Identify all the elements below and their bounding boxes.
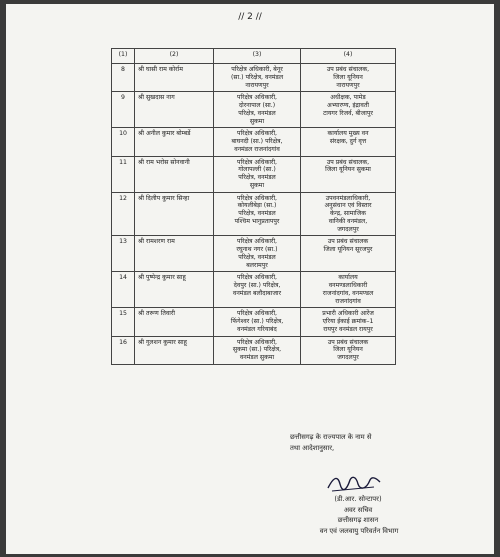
signature-block	[6, 494, 494, 536]
current-posting-line: परिक्षेत्र अधिकारी,	[236, 338, 278, 346]
new-posting-line: नारायणपुर	[336, 81, 360, 89]
new-posting-line: कार्यालय	[338, 274, 358, 282]
current-posting	[214, 272, 301, 308]
new-posting-line: जगदलपुर	[337, 225, 359, 233]
new-posting-line: अधीक्षक, पामेड	[330, 94, 366, 102]
new-posting	[301, 236, 396, 272]
signatory-government: छत्तीसगढ़ शासन	[337, 516, 379, 525]
current-posting-line: वनमंडल सुकमा	[239, 354, 275, 361]
current-posting-line: सुकमा	[249, 117, 265, 125]
table-body	[112, 64, 396, 365]
current-posting-line: (सा.) परिक्षेत्र, वनमंडल	[230, 73, 284, 81]
new-posting-line: उप प्रबंध संचालक,	[326, 158, 370, 166]
new-posting-line: रायपुर वनमंडल रायपुर	[323, 325, 373, 333]
table-row	[112, 92, 396, 128]
row-number: 10	[112, 128, 135, 156]
current-posting-line: फिंगेश्वर (सा.) परिक्षेत्र,	[230, 318, 284, 325]
new-posting-line: वनमण्डलाधिकारी	[328, 282, 368, 289]
officer-name: श्री तरूण तिवारी	[135, 308, 214, 336]
new-posting	[301, 64, 396, 92]
new-posting-line: केन्द्र, सामाजिक	[330, 210, 366, 217]
officer-name: श्री रामशरण राम	[135, 236, 214, 272]
new-posting	[301, 92, 396, 128]
current-posting-line: परिक्षेत्र अधिकारी,	[236, 130, 278, 138]
new-posting-line: उप प्रबंध संचालक,	[326, 66, 370, 73]
new-posting-line: एरिया ईकाई क्रमांक–1	[322, 318, 374, 325]
current-posting-line: परिक्षेत्र अधिकारी,	[236, 238, 278, 246]
new-posting-line: संरक्षक, दुर्ग वृत्त	[329, 138, 367, 145]
header-col-3: (3)	[214, 49, 301, 64]
current-posting	[214, 336, 301, 364]
row-number: 14	[112, 272, 135, 308]
current-posting-line: परिक्षेत्र अधिकारी, बेनूर	[231, 66, 283, 73]
row-number: 11	[112, 156, 135, 192]
new-posting	[301, 156, 396, 192]
new-posting-line: जिला यूनियन	[333, 73, 363, 81]
new-posting-line: अनुसंधान एवं विस्तार	[324, 202, 372, 210]
new-posting-line: कार्यालय मुख्य वन	[327, 130, 369, 138]
current-posting-line: परिक्षेत्र अधिकारी,	[236, 158, 278, 166]
current-posting-line: परिक्षेत्र अधिकारी,	[236, 194, 278, 202]
current-posting	[214, 156, 301, 192]
current-posting-line: वनमंडल गरियाबंद	[237, 325, 277, 333]
current-posting-line: सुकमा (सा.) परिक्षेत्र,	[232, 346, 282, 354]
current-posting-line: दोरनापाल (सा.)	[238, 102, 276, 109]
new-posting	[301, 308, 396, 336]
current-posting-line: देवपुर (सा.) परिक्षेत्र,	[233, 282, 281, 289]
header-col-2: (2)	[135, 49, 214, 64]
new-posting-line: टायगर रिजर्व, बीजापुर	[323, 109, 373, 117]
current-posting-line: कोयलीबेड़ा (सा.)	[237, 202, 277, 210]
new-posting	[301, 128, 396, 156]
current-posting-line: रघुनाथ नगर (सा.)	[236, 246, 278, 253]
new-posting-line: जगदलपुर	[337, 354, 359, 361]
closing-line: छत्तीसगढ़ के राज्यपाल के नाम से	[290, 433, 372, 441]
new-posting	[301, 272, 396, 308]
current-posting-line: बलरामपुर	[246, 261, 268, 269]
officer-name: श्री घासी राम कोर्राम	[135, 64, 214, 92]
new-posting	[301, 192, 396, 236]
officer-name: श्री अनील कुमार बोम्बर्डे	[135, 128, 214, 156]
current-posting	[214, 128, 301, 156]
table-header-row	[112, 49, 396, 64]
header-col-1: (1)	[112, 49, 135, 64]
row-number: 16	[112, 336, 135, 364]
current-posting-line: वनमंडल राजनांदगांव	[234, 145, 280, 153]
document-page	[6, 4, 494, 554]
current-posting-line: पश्चिम भानुप्रतापपुर	[234, 217, 280, 225]
table-row	[112, 308, 396, 336]
closing-text	[290, 432, 372, 454]
table-row	[112, 236, 396, 272]
new-posting-line: प्रभारी अधिकारी आरेंज	[322, 310, 374, 318]
table-row	[112, 272, 396, 308]
closing-line: तथा आदेशानुसार,	[290, 443, 335, 452]
new-posting-line: जिला यूनियन सूरजपुर	[323, 246, 373, 253]
new-posting-line: उप प्रबंध संचालक	[327, 238, 369, 246]
page-number: // 2 //	[238, 12, 262, 22]
table-row	[112, 128, 396, 156]
signatory-name: (डी.आर. सोन्टापर)	[334, 495, 382, 503]
current-posting-line: परिक्षेत्र, वनमंडल	[238, 253, 276, 261]
current-posting-line: बाघनदी (सा.) परिक्षेत्र,	[231, 138, 283, 145]
new-posting-line: उप प्रबंध संचालक	[327, 338, 369, 346]
table-row	[112, 336, 396, 364]
handwritten-signature	[324, 472, 384, 494]
row-number: 8	[112, 64, 135, 92]
new-posting-line: जिला यूनियन सुकमा	[325, 166, 371, 174]
current-posting-line: परिक्षेत्र अधिकारी,	[236, 310, 278, 318]
new-posting-line: राजनांदगांव, वनमण्डल	[322, 289, 374, 297]
new-posting-line: वानिकी वनमंडल,	[328, 217, 368, 225]
current-posting-line: गोलापल्ली (सा.)	[238, 166, 276, 174]
officer-name: श्री गुलशन कुमार साहू	[135, 336, 214, 364]
new-posting-line: जिला यूनियन	[333, 346, 363, 354]
row-number: 15	[112, 308, 135, 336]
transfer-table	[111, 48, 396, 365]
table-row	[112, 156, 396, 192]
officer-name: श्री राम भरोस सोनवानी	[135, 156, 214, 192]
table-row	[112, 64, 396, 92]
officer-name: श्री दिलीप कुमार सिन्हा	[135, 192, 214, 236]
officer-name: श्री सुखदास नाग	[135, 92, 214, 128]
current-posting-line: परिक्षेत्र अधिकारी,	[236, 94, 278, 102]
new-posting-line: अभ्यारण्य, इंद्रावती	[327, 102, 369, 109]
table-row	[112, 192, 396, 236]
row-number: 9	[112, 92, 135, 128]
current-posting-line: वनमंडल बलौदाबाजार	[232, 289, 282, 297]
new-posting-line: राजनांदगांव	[335, 297, 361, 305]
signatory-designation: अवर सचिव	[343, 505, 373, 514]
current-posting-line: परिक्षेत्र, वनमंडल	[238, 109, 276, 117]
current-posting-line: परिक्षेत्र, वनमंडल	[238, 210, 276, 217]
current-posting-line: परिक्षेत्र अधिकारी,	[236, 274, 278, 282]
current-posting-line: सुकमा	[249, 181, 265, 189]
current-posting-line: परिक्षेत्र, वनमंडल	[238, 174, 276, 181]
current-posting-line: नारायणपुर	[245, 81, 269, 89]
signatory-department: वन एवं जलवायु परिवर्तन विभाग	[319, 526, 399, 535]
officer-name: श्री पुष्पेन्द्र कुमार साहू	[135, 272, 214, 308]
current-posting	[214, 92, 301, 128]
current-posting	[214, 64, 301, 92]
new-posting	[301, 336, 396, 364]
row-number: 13	[112, 236, 135, 272]
header-col-4: (4)	[301, 49, 396, 64]
current-posting	[214, 308, 301, 336]
current-posting	[214, 192, 301, 236]
current-posting	[214, 236, 301, 272]
new-posting-line: उपवनमंडलाधिकारी,	[325, 194, 371, 202]
row-number: 12	[112, 192, 135, 236]
